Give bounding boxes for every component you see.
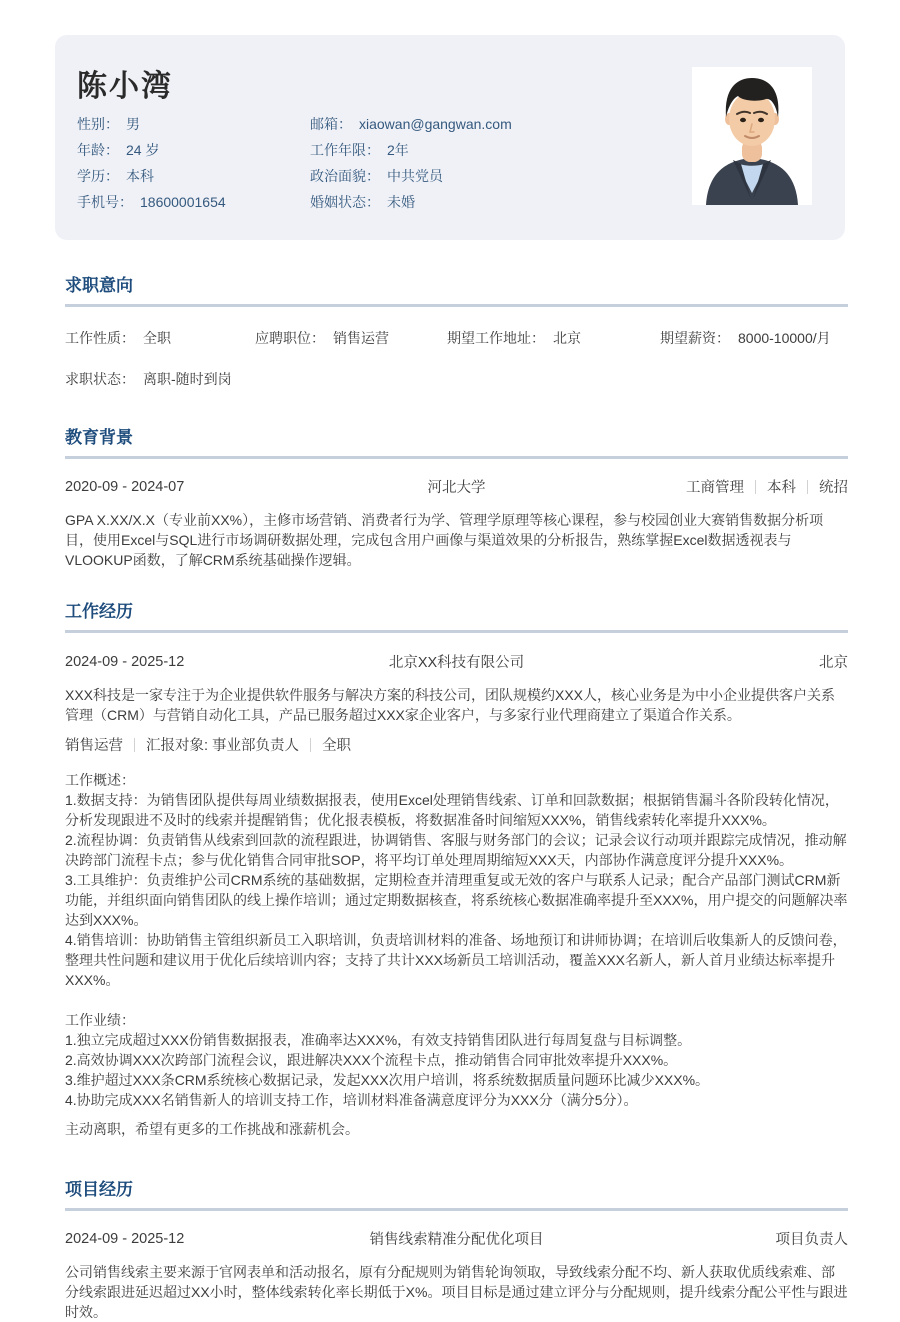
profile-card [55,35,845,240]
email-label: 邮箱： [310,116,352,132]
work-achievement-item: 4.协助完成XXX名销售新人的培训支持工作，培训材料准备满意度评分为XXX分（满分5分）。 [65,1092,638,1108]
expected-salary-value: 8000-10000/月 [738,330,831,346]
profile-photo [692,67,812,205]
profile-info-right [310,111,512,215]
work-achievement-item: 3.维护超过XXX条CRM系统核心数据记录，发起XXX次用户培训，将系统数据质量问题环比减少XXX%。 [65,1072,710,1088]
divider-bar [134,738,135,752]
job-intention-title: 求职意向 [65,276,133,295]
divider-bar [310,738,311,752]
age-field [77,137,310,163]
email-field [310,111,512,137]
education-title: 教育背景 [65,428,133,447]
target-city-label: 期望工作地址： [447,330,545,346]
political-status-label: 政治面貌： [310,168,380,184]
work-achievement-item: 1.独立完成超过XXX份销售数据报表，准确率达XXX%，有效支持销售团队进行每周复盘与目标调整。 [65,1032,692,1048]
project-period: 2024-09 - 2025-12 [65,1230,185,1247]
job-status-field [65,369,848,389]
gender-field [77,111,310,137]
candidate-name: 陈小湾 [77,70,173,103]
job-type: 全职 [322,738,352,754]
section-job-intention [65,277,848,389]
political-status-value: 中共党员 [387,168,443,184]
job-intention-row [65,328,848,348]
leave-reason: 主动离职，希望有更多的工作挑战和涨薪机会。 [65,1121,359,1137]
job-status-value: 离职-随时到岗 [143,371,232,387]
project-meta-row [65,1228,848,1249]
work-period: 2024-09 - 2025-12 [65,653,185,670]
position-row [65,734,848,755]
expected-salary-label: 期望薪资： [660,330,730,346]
position: 销售运营 [65,738,123,754]
company-intro: XXX科技是一家专注于为企业提供软件服务与解决方案的科技公司，团队规模约XXX人，核心业务是为中小企业提供客户关系管理（CRM）与营销自动化工具，产品已服务超过XXX家企业客户，与多家行业代理商建立了渠道合作关系。 [65,687,836,723]
report-to: 汇报对象: 事业部负责人 [146,738,300,754]
marital-status-value: 未婚 [387,194,415,210]
section-project-experience [65,1181,848,1322]
work-overview-heading: 工作概述： [65,772,135,788]
school-name: 河北大学 [427,480,486,496]
profile-info [77,111,512,215]
phone-field [77,189,310,215]
project-description: 公司销售线索主要来源于官网表单和活动报名，原有分配规则为销售轮询领取，导致线索分配不均、新人获取优质线索难、部分线索跟进延迟超过XX小时，整体线索转化率长期低于X%。项目目标是通过建立评分与分配规则，提升线索分配公平性与跟进时效。 [65,1264,848,1320]
target-position-field [255,328,447,348]
education-value: 本科 [126,168,154,184]
age-label: 年龄： [77,142,119,158]
target-position-value: 销售运营 [333,330,389,346]
marital-status-field [310,189,512,215]
project-name: 销售线索精准分配优化项目 [369,1232,544,1248]
phone-value: 18600001654 [140,194,226,210]
marital-status-label: 婚姻状态： [310,194,380,210]
work-location: 北京 [819,655,848,671]
target-position-label: 应聘职位： [255,330,325,346]
job-nature-field [65,328,255,348]
work-overview-item: 2.流程协调：负责销售从线索到回款的流程跟进，协调销售、客服与财务部门的会议；记录会议行动项并跟踪完成情况，推动解决跨部门流程卡点；参与优化销售合同审批SOP，将平均订单处理周期缩短XXX天，内部协作满意度评分提升XXX%。 [65,832,847,868]
divider-bar [755,480,756,494]
work-achievements-heading: 工作业绩： [65,1012,135,1028]
work-overview-item: 3.工具维护：负责维护公司CRM系统的基础数据，定期检查并清理重复或无效的客户与联系人记录；配合产品部门测试CRM新功能，并组织面向销售团队的线上操作培训；通过定期数据核查，将系统核心数据准确率提升至XXX%，用户提交的问题解决率达到XXX%。 [65,872,848,928]
section-divider [65,456,848,459]
education-field [77,163,310,189]
work-achievement-item: 2.高效协调XXX次跨部门流程会议，跟进解决XXX个流程卡点，推动销售合同审批效率提升XXX%。 [65,1052,678,1068]
section-work-experience [65,603,848,1139]
project-role: 项目负责人 [775,1232,848,1248]
education-period: 2020-09 - 2024-07 [65,478,185,495]
education-detail [686,476,848,497]
job-status-label: 求职状态： [65,371,135,387]
job-nature-value: 全职 [143,330,171,346]
work-title: 工作经历 [65,602,133,621]
work-years-label: 工作年限： [310,142,380,158]
political-status-field [310,163,512,189]
profile-info-left [77,111,310,215]
work-meta-row [65,651,848,672]
section-divider [65,304,848,307]
education-meta-row [65,476,848,497]
work-overview [65,770,848,990]
divider-bar [807,480,808,494]
job-nature-label: 工作性质： [65,330,135,346]
job-status-row [65,369,848,389]
education-label: 学历： [77,168,119,184]
company-name: 北京XX科技有限公司 [388,655,525,671]
portrait-illustration [692,67,812,205]
section-divider [65,630,848,633]
work-achievements [65,1010,848,1110]
target-city-field [447,328,660,348]
gender-value: 男 [126,116,140,132]
work-years-field [310,137,512,163]
work-overview-item: 4.销售培训：协助销售主管组织新员工入职培训，负责培训材料的准备、场地预订和讲师协调；在培训后收集新人的反馈问卷，整理共性问题和建议用于优化后续培训内容；支持了共计XXX场新员工培训活动，覆盖XXX名新人，新人首月业绩达标率提升XXX%。 [65,932,847,988]
resume-body [65,277,848,1322]
phone-label: 手机号： [77,194,133,210]
work-years-value: 2年 [387,142,409,158]
major: 工商管理 [686,480,744,496]
project-title: 项目经历 [65,1180,133,1199]
gender-label: 性别： [77,116,119,132]
education-description: GPA X.XX/X.X（专业前XX%），主修市场营销、消费者行为学、管理学原理等核心课程，参与校园创业大赛销售数据分析项目，使用Excel与SQL进行市场调研数据处理，完成包含用户画像与渠道效果的分析报告，熟练掌握Excel数据透视表与VLOOKUP函数，了解CRM系统基础操作逻辑。 [65,512,824,568]
section-education [65,429,848,570]
work-overview-item: 1.数据支持：为销售团队提供每周业绩数据报表，使用Excel处理销售线索、订单和回款数据；根据销售漏斗各阶段转化情况，分析发现跟进不及时的线索并提醒销售；优化报表模板，将数据准备时间缩短XXX%，销售线索转化率提升XXX%。 [65,792,839,828]
email-value: xiaowan@gangwan.com [359,116,512,132]
age-value: 24 岁 [126,142,160,158]
section-divider [65,1208,848,1211]
enroll-type: 统招 [819,480,848,496]
expected-salary-field [660,328,848,348]
target-city-value: 北京 [553,330,581,346]
degree: 本科 [767,480,796,496]
